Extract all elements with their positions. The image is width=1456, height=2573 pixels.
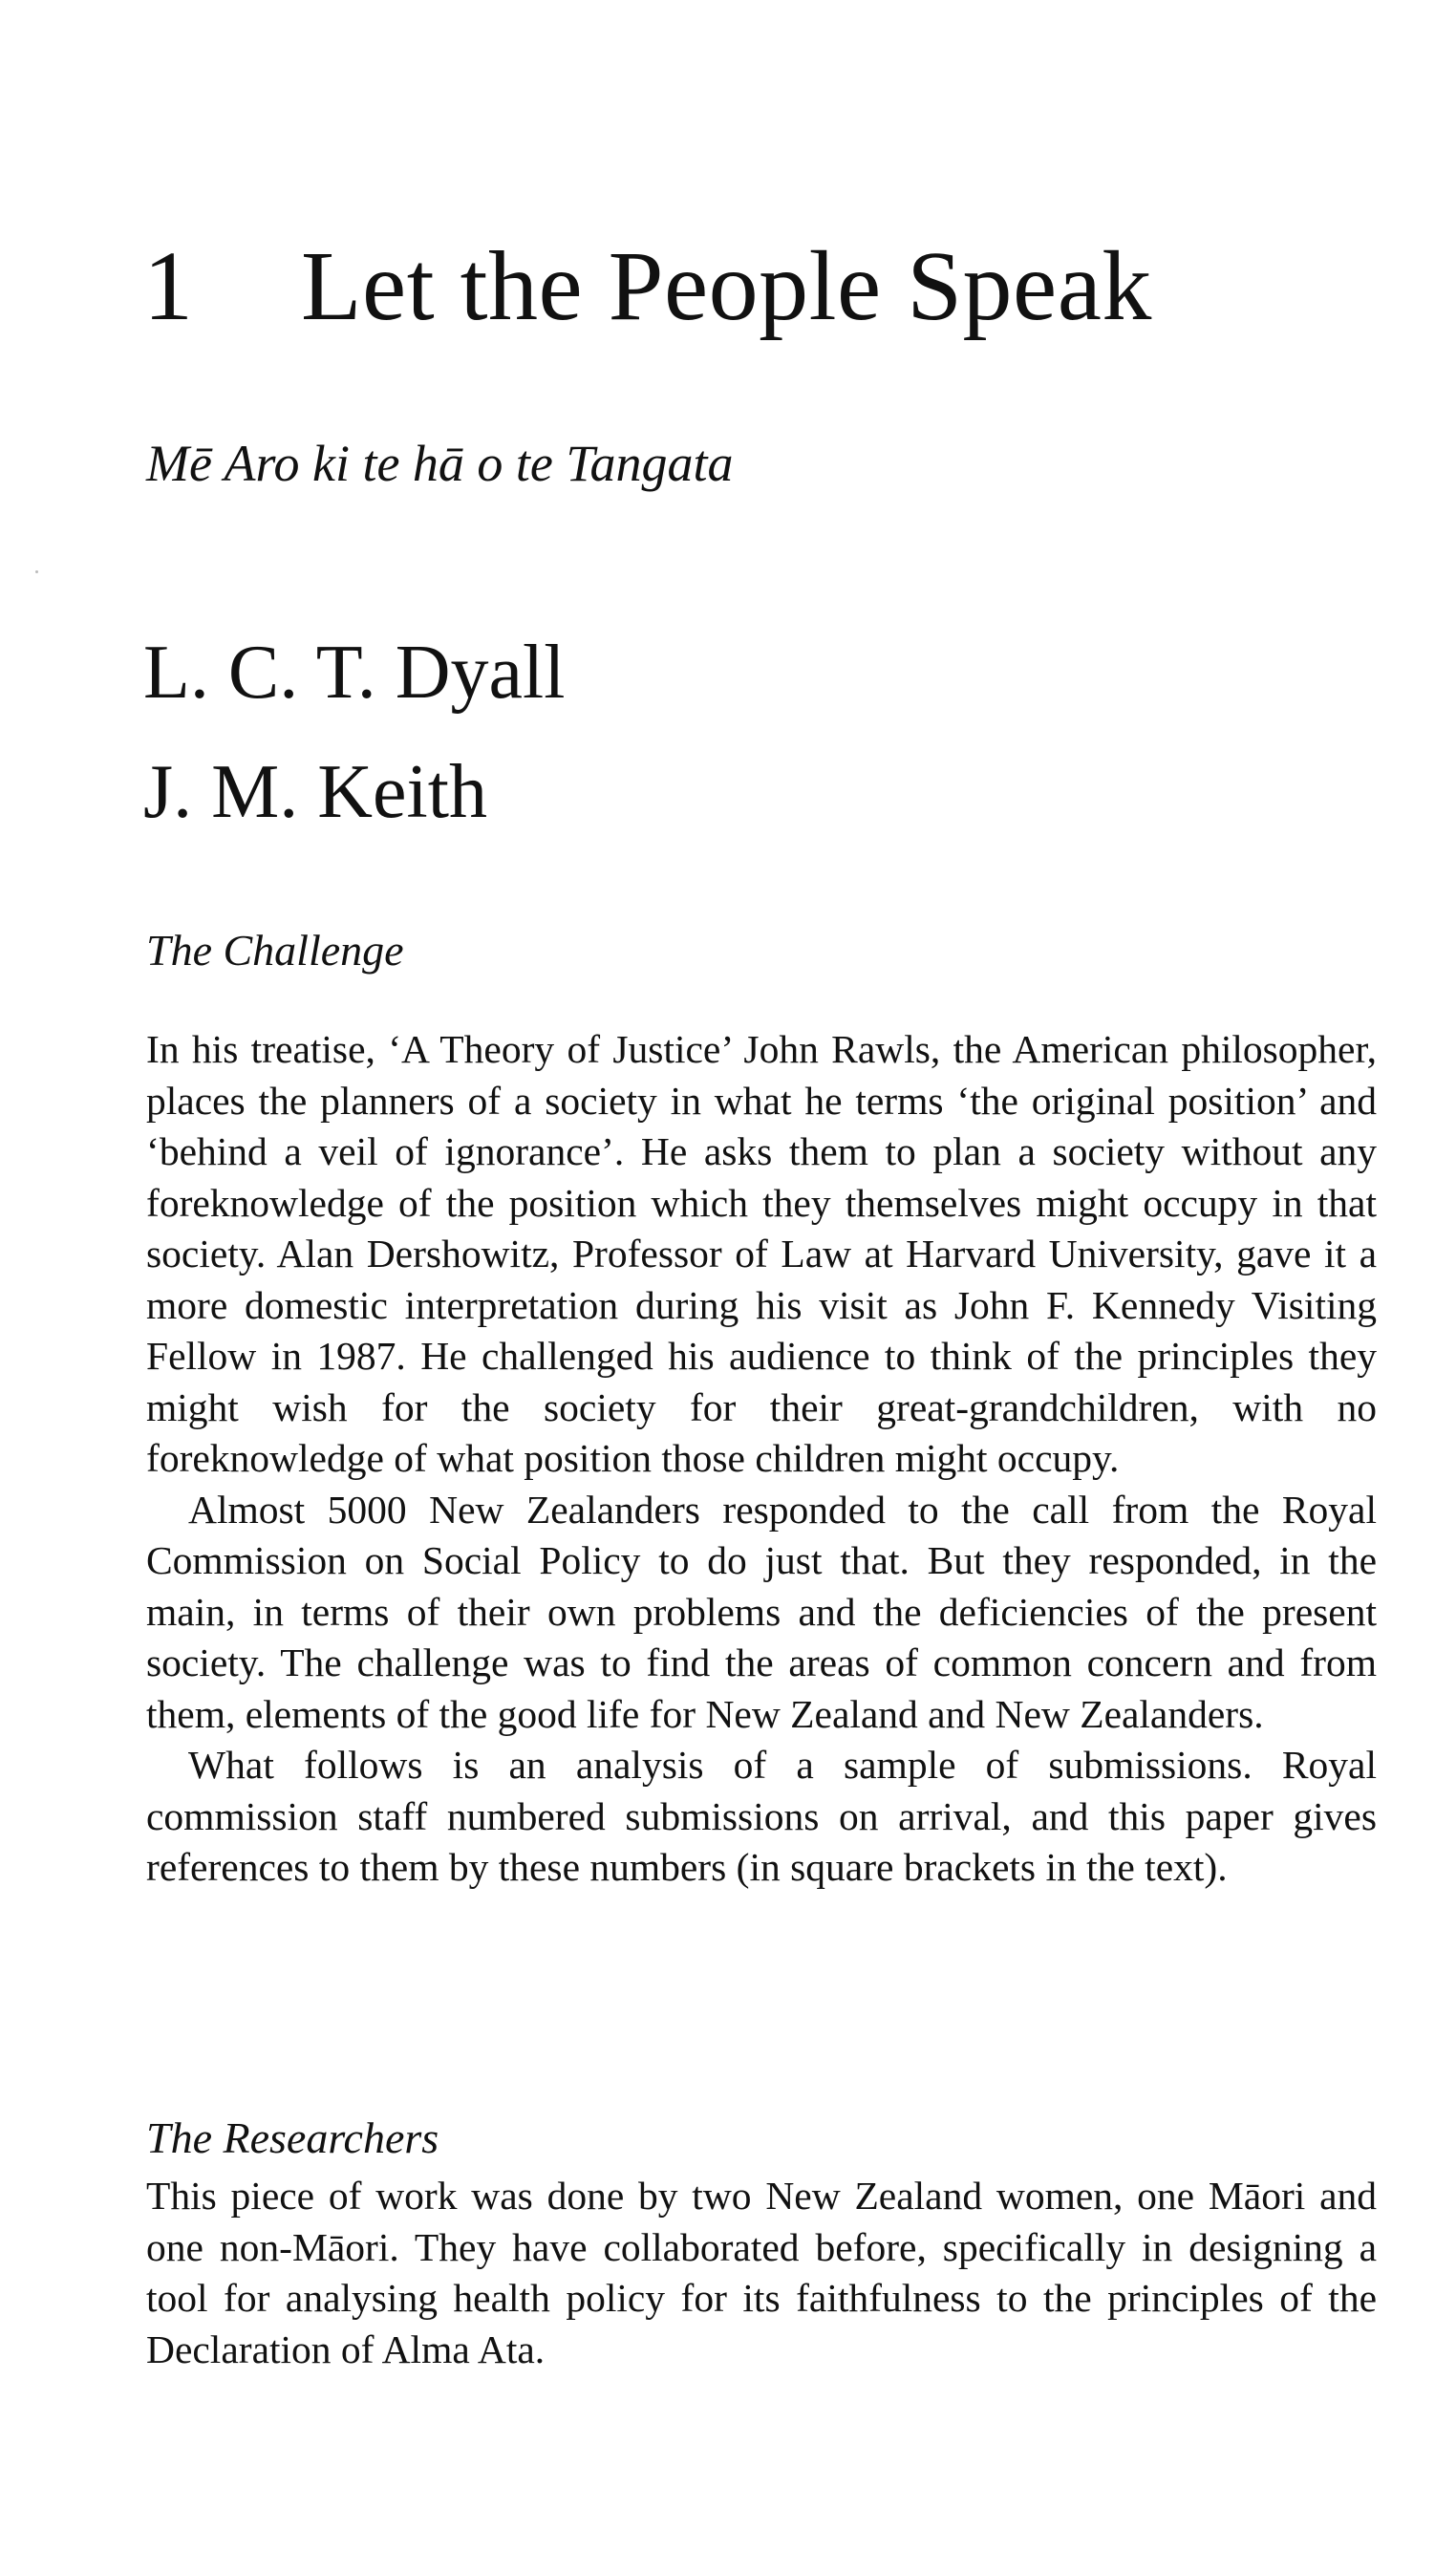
paragraph: In his treatise, ‘A Theory of Justice’ John Rawls, the American philosopher, places the planners of a society in what he terms ‘the original position’ and ‘behind a veil of ignorance’. He asks them to plan a society without any foreknowledge of the position which they themselves might occupy in that society. Alan Dershowitz, Professor of Law at Harvard University, gave it a more domestic interpretation during his visit as John F. Kennedy Visiting Fellow in 1987. He challenged his audience to think of the principles they might wish for the society for their great-grandchildren, with no foreknowledge of what position those children might occupy. [146, 1027, 1377, 1480]
section-heading-challenge: The Challenge [146, 926, 404, 975]
section-heading-researchers: The Researchers [146, 2113, 439, 2162]
author-name: L. C. T. Dyall [143, 631, 566, 715]
section-body-researchers [146, 2171, 1377, 2375]
author-list [143, 613, 565, 852]
paragraph: This piece of work was done by two New Zealand women, one Māori and one non-Māori. They have collaborated before, specifically in designing a tool for analysing health policy for its faithfulness to the principles of the Declaration of Alma Ata. [146, 2174, 1377, 2371]
chapter-title-text: Let the People Speak [301, 231, 1152, 341]
margin-speck [35, 570, 38, 573]
chapter-subtitle: Mē Aro ki te hā o te Tangata [146, 435, 734, 492]
paragraph: What follows is an analysis of a sample of submissions. Royal commission staff numbered submissions on arrival, and this paper gives references to them by these numbers (in square brackets in the text). [146, 1743, 1377, 1889]
paragraph: Almost 5000 New Zealanders responded to the call from the Royal Commission on Social Policy to do just that. But they responded, in the main, in terms of their own problems and the deficiencies of the present society. The challenge was to find the areas of common concern and from them, elements of the good life for New Zealand and New Zealanders. [146, 1487, 1377, 1736]
author-name: J. M. Keith [143, 750, 487, 834]
chapter-title [143, 231, 1152, 341]
section-body-challenge [146, 1024, 1377, 1894]
chapter-number: 1 [143, 231, 194, 341]
